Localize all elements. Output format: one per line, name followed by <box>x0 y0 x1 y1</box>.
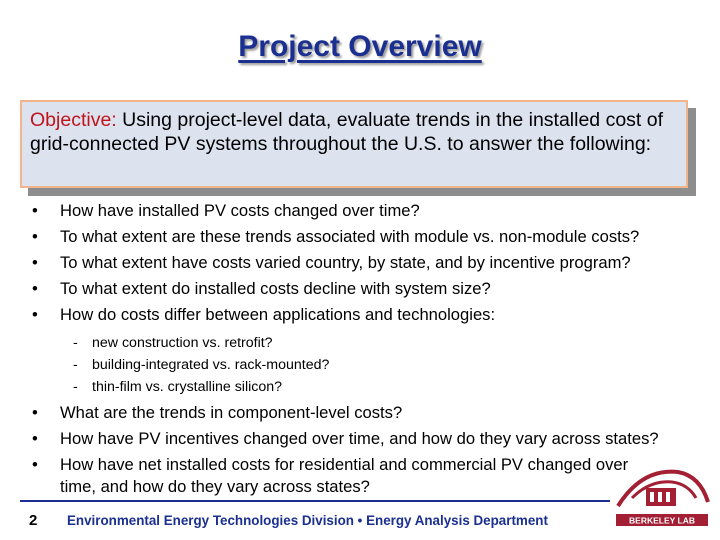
bullet-text: To what extent have costs varied country, by state, and by incentive program? <box>60 253 631 272</box>
dash-icon: - <box>73 357 78 373</box>
bullet-text: To what extent are these trends associated with module vs. non-module costs? <box>60 227 640 246</box>
page-number: 2 <box>29 512 38 529</box>
bullet-dot-icon: • <box>32 227 38 246</box>
bullet-text: How have installed PV costs changed over time? <box>60 201 420 220</box>
footer-text: Environmental Energy Technologies Division • Energy Analysis Department <box>67 513 548 528</box>
bullet-text: How have PV incentives changed over time, and how do they vary across states? <box>60 429 659 448</box>
dash-icon: - <box>73 335 78 351</box>
bullet-text: What are the trends in component-level costs? <box>60 403 403 422</box>
bullet-dot-icon: • <box>32 403 38 422</box>
bullet-dot-icon: • <box>32 305 38 324</box>
bullet-text: How have net installed costs for residential and commercial PV changed over <box>60 455 629 474</box>
bullet-dot-icon: • <box>32 279 38 298</box>
dash-icon: - <box>73 379 78 395</box>
bullet-text: time, and how do they vary across states? <box>60 477 370 496</box>
objective-label: Objective: <box>30 109 117 131</box>
berkeley-lab-logo <box>612 462 712 534</box>
sub-bullet-text: building-integrated vs. rack-mounted? <box>92 357 330 373</box>
bullet-dot-icon: • <box>32 253 38 272</box>
footer-divider <box>20 500 610 502</box>
bullet-dot-icon: • <box>32 455 38 474</box>
bullet-text: How do costs differ between applications and technologies: <box>60 305 496 324</box>
sub-bullet-text: new construction vs. retrofit? <box>92 335 273 351</box>
bullet-dot-icon: • <box>32 429 38 448</box>
slide-title: Project Overview <box>238 30 482 63</box>
objective-text: Using project-level data, evaluate trends in the installed cost of grid-connected PV systems throughout the U.S. to answer the following: <box>30 109 664 155</box>
sub-bullet-text: thin-film vs. crystalline silicon? <box>92 379 283 395</box>
objective-box <box>20 100 688 188</box>
bullet-dot-icon: • <box>32 201 38 220</box>
logo-text: BERKELEY LAB <box>629 515 695 526</box>
bullet-text: To what extent do installed costs decline with system size? <box>60 279 491 298</box>
